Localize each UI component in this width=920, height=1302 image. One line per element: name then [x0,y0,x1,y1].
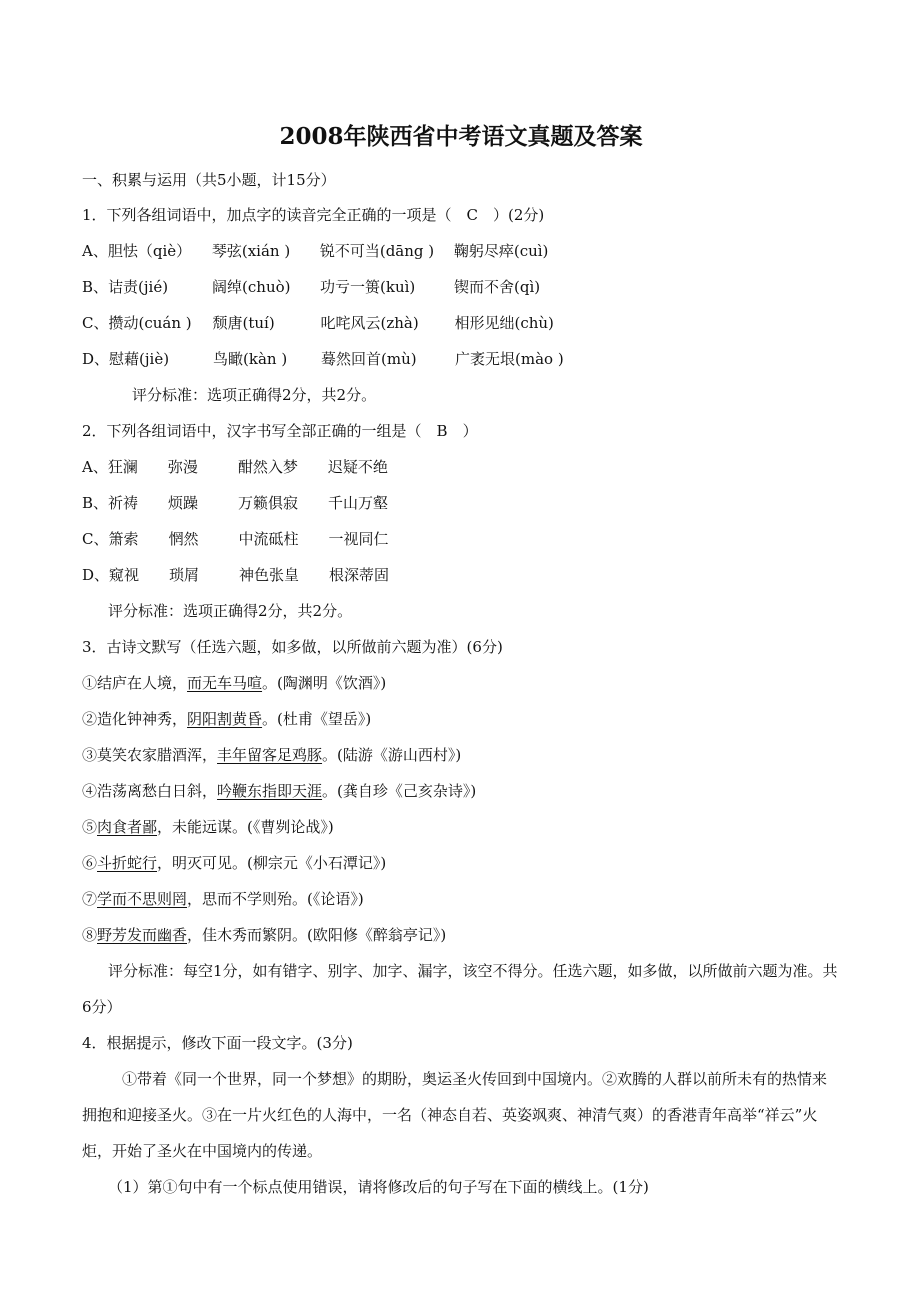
option-word: 鞠躬尽瘁(cuì) [453,242,549,260]
recitation-pre: 浩荡离愁白日斜， [97,782,218,800]
q4-stem: 4．根据提示，修改下面一段文字。(3分) [82,1034,353,1052]
answer-text: 而无车马喧 [187,674,263,692]
q3-scoring: 评分标准：每空1分，如有错字、别字、加字、漏字，该空不得分。任选六题，如多做，以所做前六题为准。共6分） [82,962,838,1016]
recitation-item [82,737,840,773]
option-label: D、 [82,566,110,584]
recitation-item [82,665,840,701]
option-row [82,521,840,557]
option-word: 阔绰(chuò) [212,278,291,296]
option-word: 根深蒂固 [329,566,390,584]
recitation-pre: 造化钟神秀， [97,710,188,728]
recitation-post: ，未能远谋。(《曹刿论战》) [157,818,334,836]
option-label: D、 [82,350,110,368]
option-word: 迟疑不绝 [327,458,388,476]
answer-text: 吟鞭东指即天涯 [217,782,323,800]
option-word: 功亏一篑(kuì) [320,278,416,296]
option-label: C、 [82,530,109,548]
answer-text: 丰年留客足鸡豚 [217,746,323,764]
option-row [82,557,840,593]
q1-options [82,233,840,377]
recitation-num: ② [82,710,98,728]
recitation-num: ⑧ [82,926,98,944]
q3-stem: 3．古诗文默写（任选六题，如多做，以所做前六题为准）(6分) [82,638,503,656]
option-row [82,305,840,341]
q4-sub1: （1）第①句中有一个标点使用错误，请将修改后的句子写在下面的横线上。(1分) [108,1178,649,1196]
option-word: 相形见绌(chù) [454,314,554,332]
recitation-num: ③ [82,746,98,764]
option-word: 琐屑 [169,566,200,584]
option-label: A、 [82,458,108,476]
option-word: 锲而不舍(qì) [454,278,541,296]
option-row [82,449,840,485]
option-word: 一视同仁 [328,530,389,548]
recitation-num: ① [82,674,98,692]
section-heading: 一、积累与运用（共5小题，计15分） [82,171,336,189]
q1-scoring: 评分标准：选项正确得2分，共2分。 [132,386,377,404]
option-word: 惘然 [168,530,199,548]
recitation-pre: 结庐在人境， [97,674,188,692]
q1-stem: 1．下列各组词语中，加点字的读音完全正确的一项是（ C ）(2分) [82,206,545,224]
recitation-post: ，明灭可见。(柳宗元《小石潭记》) [157,854,387,872]
option-row [82,233,840,269]
answer-text: 阴阳割黄昏 [187,710,263,728]
recitation-post: ，思而不学则殆。(《论语》) [187,890,364,908]
recitation-item [82,917,840,953]
recitation-num: ⑥ [82,854,98,872]
recitation-post: 。(陆游《游山西村》) [322,746,462,764]
q3-items [82,665,840,953]
option-word: 酣然入梦 [237,458,298,476]
answer-text: 学而不思则罔 [97,890,188,908]
option-word: 鸟瞰(kàn ) [213,350,288,368]
option-row [82,269,840,305]
answer-text: 肉食者鄙 [97,818,158,836]
option-word: 狂澜 [107,458,138,476]
option-word: 窥视 [109,566,140,584]
option-word: 中流砥柱 [238,530,299,548]
recitation-post: 。(陶渊明《饮酒》) [262,674,387,692]
option-label: B、 [82,278,109,296]
option-row [82,341,840,377]
page-title: 2008年陕西省中考语文真题及答案 [279,123,643,150]
option-word: 诘责(jié) [108,278,169,296]
recitation-num: ⑦ [82,890,98,908]
recitation-item [82,773,840,809]
option-word: 广袤无垠(mào ) [455,350,564,368]
recitation-post: 。(杜甫《望岳》) [262,710,372,728]
q4-passage: ①带着《同一个世界，同一个梦想》的期盼，奥运圣火传回到中国境内。②欢腾的人群以前所未有的热情来拥抱和迎接圣火。③在一片火红色的人海中，一名（神态自若、英姿飒爽、神清气爽）的香港青年高举“祥云”火炬，开始了圣火在中国境内的传递。 [82,1070,828,1160]
option-word: 祈祷 [108,494,139,512]
q2-options [82,449,840,593]
option-word: 烦躁 [168,494,199,512]
option-label: A、 [82,242,108,260]
answer-text: 斗折蛇行 [97,854,158,872]
option-word: 千山万壑 [328,494,389,512]
option-word: 神色张皇 [239,566,300,584]
recitation-num: ⑤ [82,818,98,836]
answer-text: 野芳发而幽香 [97,926,188,944]
recitation-item [82,701,840,737]
q2-stem: 2．下列各组词语中，汉字书写全部正确的一组是（ B ） [82,422,478,440]
q2-scoring: 评分标准：选项正确得2分，共2分。 [108,602,353,620]
recitation-post: 。(龚自珍《己亥杂诗》) [322,782,477,800]
recitation-num: ④ [82,782,98,800]
recitation-item [82,809,840,845]
option-row [82,485,840,521]
recitation-item [82,881,840,917]
option-word: 琴弦(xián ) [211,242,291,260]
recitation-item [82,845,840,881]
option-word: 叱咤风云(zhà) [320,314,419,332]
option-label: B、 [82,494,109,512]
option-word: 蓦然回首(mù) [321,350,417,368]
option-word: 弥漫 [167,458,198,476]
option-word: 颓唐(tuí) [212,314,275,332]
option-word: 锐不可当(dāng ) [319,242,435,260]
option-word: 攒动(cuán ) [108,314,192,332]
option-word: 万籁俱寂 [238,494,299,512]
option-word: 慰藉(jiè) [109,350,170,368]
recitation-post: ，佳木秀而繁阴。(欧阳修《醉翁亭记》) [187,926,447,944]
recitation-pre: 莫笑农家腊酒浑， [97,746,218,764]
option-word: 箫索 [108,530,139,548]
option-label: C、 [82,314,109,332]
option-word: 胆怯（qiè） [107,242,192,260]
